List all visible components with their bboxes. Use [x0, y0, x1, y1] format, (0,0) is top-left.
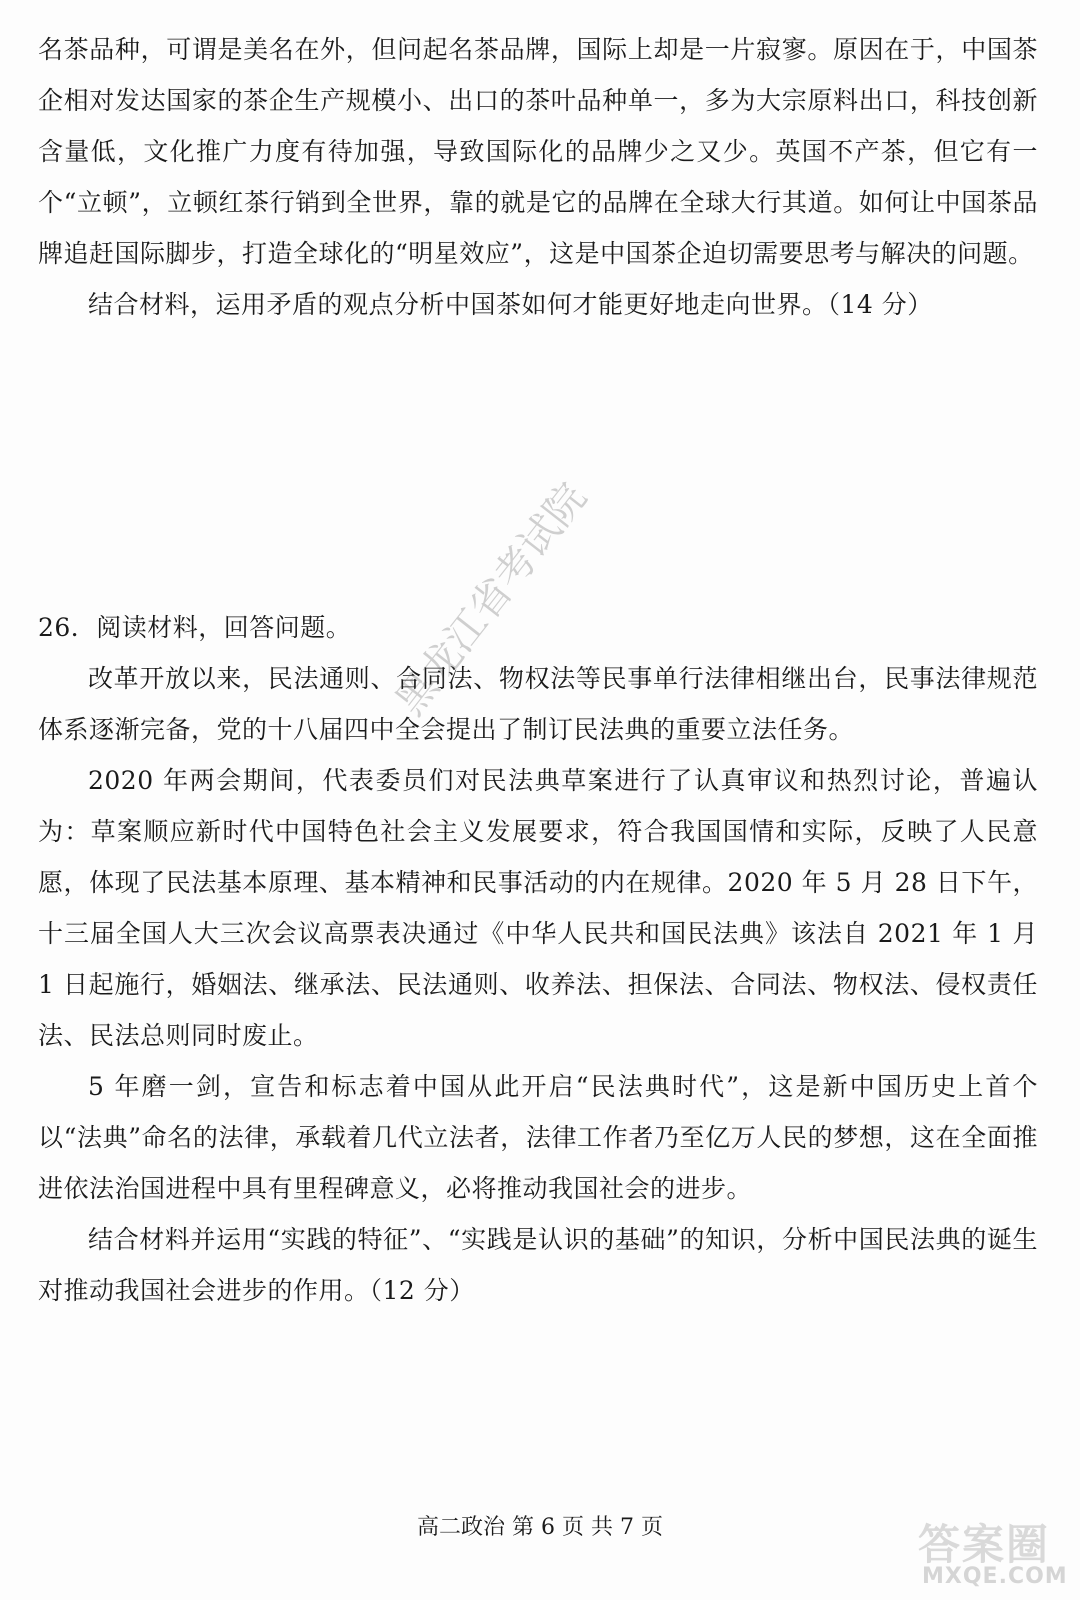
material-paragraph: 5 年磨一剑，宣告和标志着中国从此开启“民法典时代”，这是新中国历史上首个以“法典”命名的法律，承载着几代立法者，法律工作者乃至亿万人民的梦想，这在全面推进依法治国进程中具有里程碑意义，必将推动我国社会的进步。: [38, 1072, 1038, 1203]
material-paragraph: 改革开放以来，民法通则、合同法、物权法等民事单行法律相继出台，民事法律规范体系逐渐完备，党的十八届四中全会提出了制订民法典的重要立法任务。: [38, 664, 1038, 744]
material-paragraph: 2020 年两会期间，代表委员们对民法典草案进行了认真审议和热烈讨论，普遍认为：草案顺应新时代中国特色社会主义发展要求，符合我国国情和实际，反映了人民意愿，体现了民法基本原理、基本精神和民事活动的内在规律。2020 年 5 月 28 日下午，十三届全国人大三次会议高票表决通过《中华人民共和国民法典》该法自 2021 年 1 月 1 日起施行，婚姻法、继承法、民法通则、收养法、担保法、合同法、物权法、侵权责任法、民法总则同时废止。: [38, 766, 1038, 1050]
question-heading: 26．阅读材料，回答问题。: [38, 613, 352, 642]
question-prompt: 结合材料并运用“实践的特征”、“实践是认识的基础”的知识，分析中国民法典的诞生对推动我国社会进步的作用。（12 分）: [38, 1225, 1038, 1305]
logo-domain: MXQE.COM: [922, 1564, 1068, 1589]
page-footer: 高二政治 第 6 页 共 7 页: [417, 1515, 663, 1540]
logo-text: 答案圈: [918, 1520, 1051, 1569]
watermark: 黑龙江省考试院: [387, 474, 596, 724]
question-prompt: 结合材料，运用矛盾的观点分析中国茶如何才能更好地走向世界。（14 分）: [88, 290, 933, 319]
site-logo-watermark: [888, 1512, 1068, 1592]
material-paragraph: 名茶品种，可谓是美名在外，但问起名茶品牌，国际上却是一片寂寥。原因在于，中国茶企相对发达国家的茶企生产规模小、出口的茶叶品种单一，多为大宗原料出口，科技创新含量低，文化推广力度有待加强，导致国际化的品牌少之又少。英国不产茶，但它有一个“立顿”，立顿红茶行销到全世界，靠的就是它的品牌在全球大行其道。如何让中国茶品牌追赶国际脚步，打造全球化的“明星效应”，这是中国茶企迫切需要思考与解决的问题。: [38, 35, 1038, 268]
question-26: [38, 602, 1038, 1316]
material-continuation: [38, 24, 1038, 330]
